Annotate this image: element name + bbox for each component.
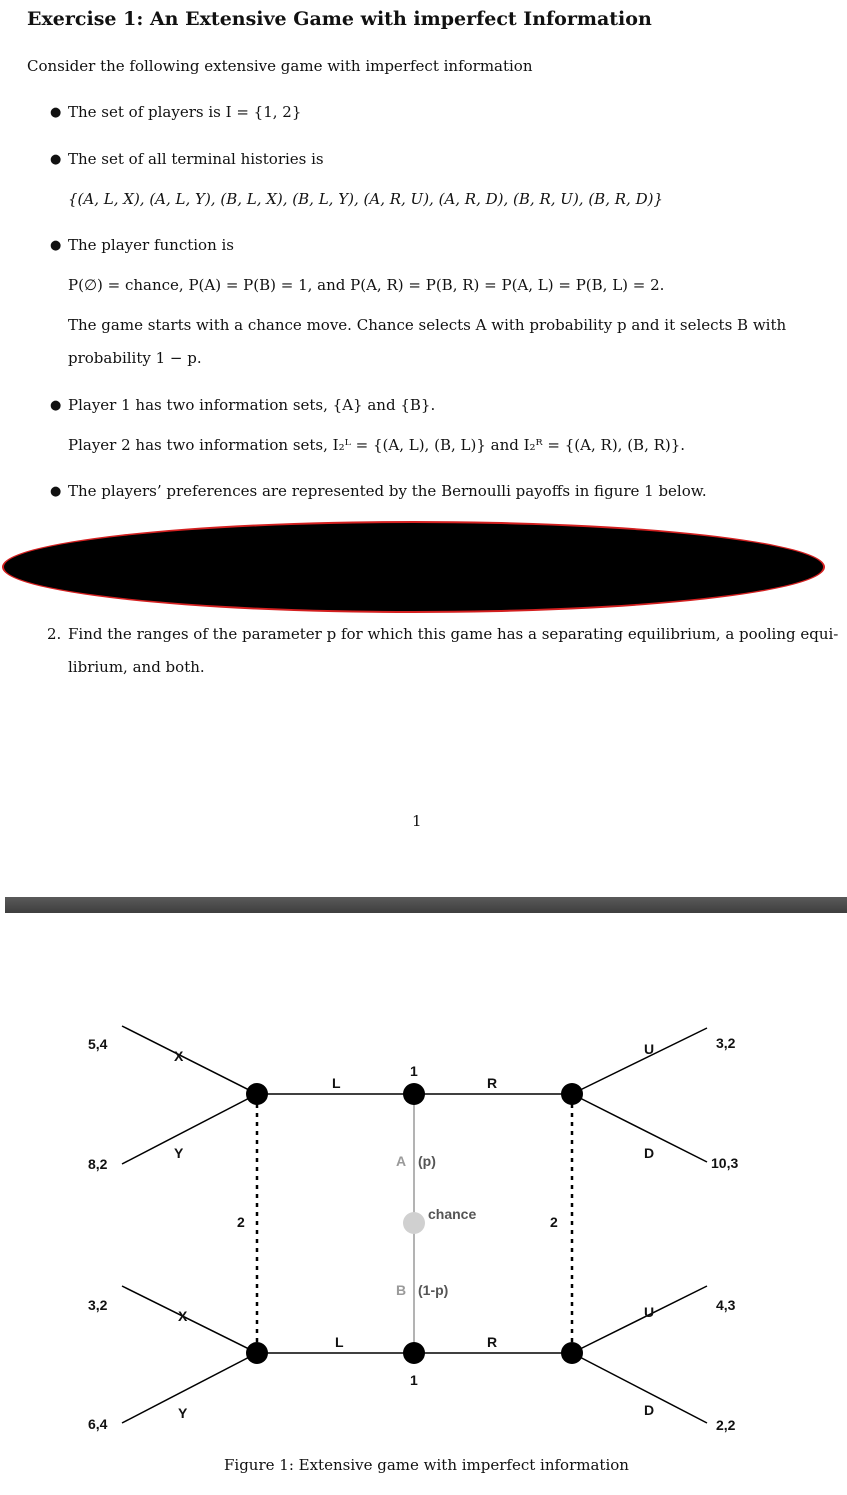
page-number: 1 (412, 812, 422, 830)
node-player2-top-left (246, 1083, 268, 1105)
edge-bottom-left-y (122, 1353, 257, 1423)
bullet-marker: ● (50, 238, 62, 253)
figure-caption: Figure 1: Extensive game with imperfect information (224, 1456, 629, 1474)
page-separator (5, 897, 847, 913)
payoff-bottom-right-d: 2,2 (716, 1417, 736, 1433)
node-player2-top-right (561, 1083, 583, 1105)
player-label-top: 1 (410, 1063, 418, 1079)
edge-bottom-right-u (572, 1286, 707, 1353)
chance-description-line1: The game starts with a chance move. Chance selects A with probability p and it selects B with (68, 316, 787, 334)
players-item: The set of players is I = {1, 2} (68, 103, 302, 121)
action-d-bottom: D (644, 1402, 655, 1418)
edge-top-left-x (122, 1026, 257, 1094)
info-sets-player1: Player 1 has two information sets, {A} and {B}. (68, 396, 436, 414)
action-r-bottom: R (487, 1334, 498, 1350)
payoff-top-left-x: 5,4 (88, 1036, 108, 1052)
action-u-bottom: U (644, 1304, 655, 1320)
payoff-bottom-left-x: 3,2 (88, 1297, 108, 1313)
action-r-top: R (487, 1075, 498, 1091)
question-text-line1: Find the ranges of the parameter p for which this game has a separating equilibrium, a pooling equi- (68, 625, 839, 643)
action-b: B (396, 1282, 407, 1298)
exercise-title: Exercise 1: An Extensive Game with imperfect Information (27, 8, 652, 30)
payoff-bottom-right-u: 4,3 (716, 1297, 736, 1313)
edge-top-right-d (572, 1094, 707, 1162)
payoff-top-left-y: 8,2 (88, 1156, 108, 1172)
action-y-bottom: Y (178, 1405, 188, 1421)
edge-bottom-right-d (572, 1353, 707, 1423)
preferences-item: The players’ preferences are represented by the Bernoulli payoffs in figure 1 below. (68, 482, 707, 500)
action-y-top: Y (174, 1145, 184, 1161)
node-player2-bottom-right (561, 1342, 583, 1364)
payoff-top-right-d: 10,3 (711, 1155, 739, 1171)
node-player1-bottom (403, 1342, 425, 1364)
action-l-bottom: L (335, 1334, 344, 1350)
edge-top-left-y (122, 1094, 257, 1164)
histories-label: The set of all terminal histories is (68, 150, 324, 168)
bullet-marker: ● (50, 484, 62, 499)
edge-top-right-u (572, 1028, 707, 1094)
probability-b: (1-p) (418, 1282, 449, 1298)
payoff-top-right-u: 3,2 (716, 1035, 736, 1051)
histories-set: {(A, L, X), (A, L, Y), (B, L, X), (B, L, Y), (A, R, U), (A, R, D), (B, R, U), (B, R, D)} (68, 190, 663, 208)
action-d-top: D (644, 1145, 655, 1161)
bullet-marker: ● (50, 398, 62, 413)
info-sets-player2: Player 2 has two information sets, I₂ᴸ = {(A, L), (B, L)} and I₂ᴿ = {(A, R), (B, R)}. (68, 436, 686, 454)
game-tree-figure (0, 1020, 847, 1450)
node-player1-top (403, 1083, 425, 1105)
action-x-bottom: X (178, 1308, 188, 1324)
player-label-info-left: 2 (237, 1214, 245, 1230)
question-text-line2: librium, and both. (68, 658, 205, 676)
action-a: A (396, 1153, 407, 1169)
bullet-marker: ● (50, 105, 62, 120)
bullet-marker: ● (50, 152, 62, 167)
payoff-bottom-left-y: 6,4 (88, 1416, 108, 1432)
probability-a: (p) (418, 1153, 436, 1169)
chance-label: chance (428, 1206, 477, 1222)
action-x-top: X (174, 1048, 184, 1064)
intro-text: Consider the following extensive game with imperfect information (27, 57, 533, 75)
node-player2-bottom-left (246, 1342, 268, 1364)
edge-bottom-left-x (122, 1286, 257, 1353)
action-u-top: U (644, 1041, 655, 1057)
player-label-info-right: 2 (550, 1214, 558, 1230)
chance-description-line2: probability 1 − p. (68, 349, 202, 367)
player-function-label: The player function is (68, 236, 234, 254)
redaction-oval (2, 521, 825, 613)
player-label-bottom: 1 (410, 1372, 418, 1388)
node-chance (403, 1212, 425, 1234)
action-l-top: L (332, 1075, 341, 1091)
question-number: 2. (47, 625, 62, 643)
player-function: P(∅) = chance, P(A) = P(B) = 1, and P(A, R) = P(B, R) = P(A, L) = P(B, L) = 2. (68, 276, 665, 294)
